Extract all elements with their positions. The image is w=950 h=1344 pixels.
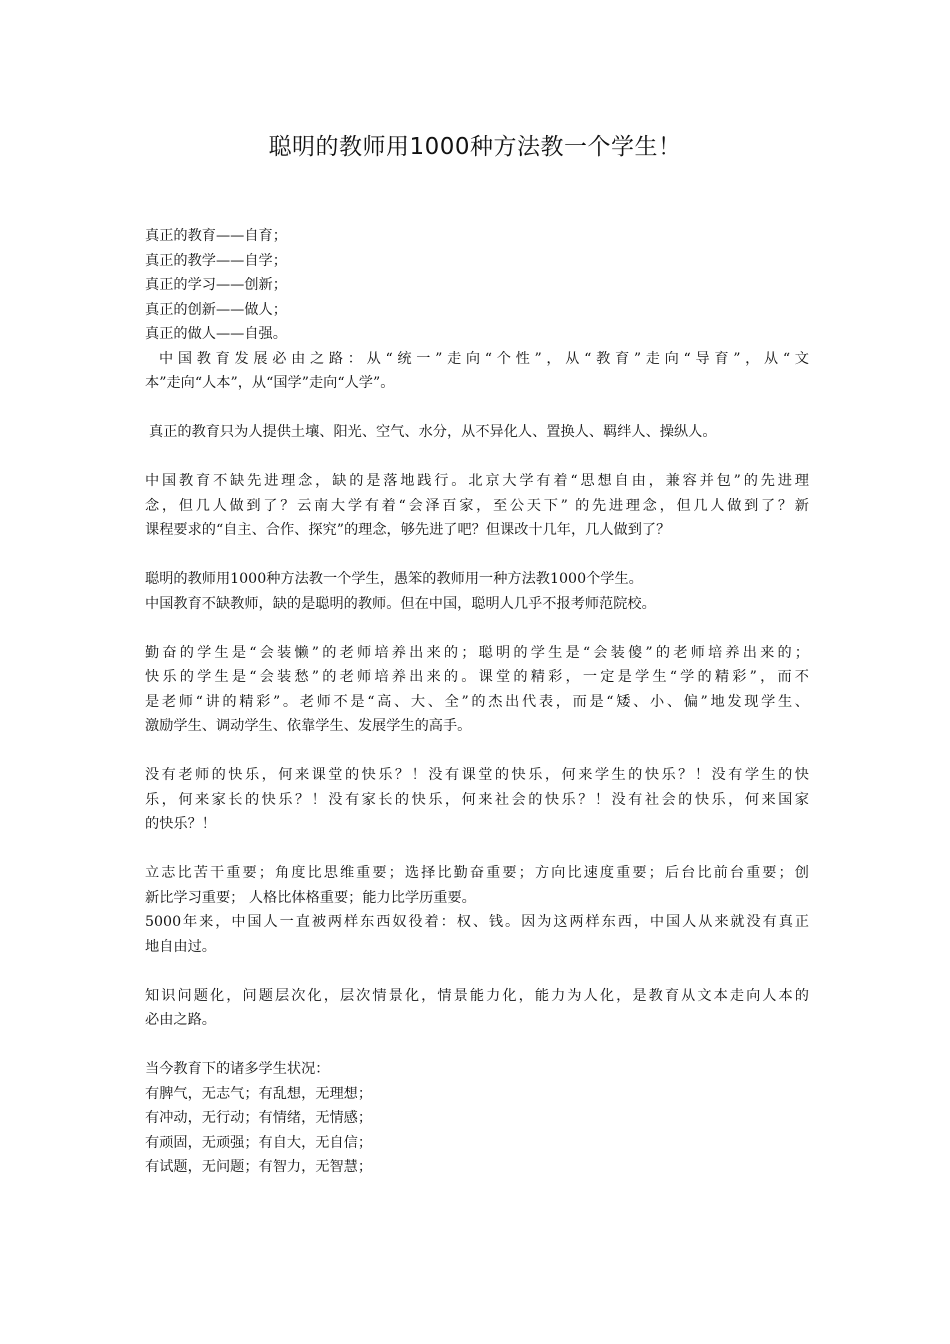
text-line: 乐，何来家长的快乐？！没有家长的快乐，何来社会的快乐？！没有社会的快乐，何来国家	[145, 791, 809, 808]
text-line: 中国教育不缺先进理念，缺的是落地践行。北京大学有着“思想自由，兼容并包”的先进理	[145, 473, 809, 489]
text-line: 是老师“讲的精彩”。老师不是“高、大、全”的杰出代表，而是“矮、小、偏”地发现学生、	[145, 693, 809, 710]
text-line: 立志比苦干重要；角度比思维重要；选择比勤奋重要；方向比速度重要；后台比前台重要；创	[145, 865, 809, 881]
text-line: 的快乐？！	[145, 816, 216, 832]
paragraph-gap	[145, 837, 809, 862]
text-line: 地自由过。	[145, 938, 216, 955]
text-line: 中国教育发展必由之路：从“统一”走向“个性”，从“教育”走向“导育”，从“文	[159, 350, 809, 367]
text-line: 有冲动，无行动；有情绪，无情感；	[145, 1110, 373, 1126]
text-line: 当今教育下的诸多学生状况：	[145, 1061, 330, 1077]
text-line: 新比学习重要； 人格比体格重要；能力比学历重要。	[145, 889, 476, 906]
text-line: 真正的学习——创新；	[145, 277, 287, 293]
text-line: 勤奋的学生是“会装懒”的老师培养出来的；聪明的学生是“会装傻”的老师培养出来的；	[145, 644, 809, 661]
text-line: 真正的创新——做人；	[145, 301, 287, 318]
paragraph-gap	[145, 616, 809, 641]
text-line: 有脾气，无志气；有乱想，无理想；	[145, 1085, 373, 1102]
text-line: 中国教育不缺教师，缺的是聪明的教师。但在中国，聪明人几乎不报考师范院校。	[145, 595, 656, 612]
paragraph-gap	[145, 739, 809, 764]
text-line: 必由之路。	[145, 1012, 216, 1028]
paragraph-gap	[145, 959, 809, 984]
text-line: 5000年来，中国人一直被两样东西奴役着：权、钱。因为这两样东西，中国人从来就没有真正	[145, 914, 809, 930]
text-line: 真正的教育——自育；	[145, 228, 287, 244]
text-line: 快乐的学生是“会装愁”的老师培养出来的。课堂的精彩，一定是学生“学的精彩”，而不	[145, 669, 809, 685]
text-line: 没有老师的快乐，何来课堂的快乐？！没有课堂的快乐，何来学生的快乐？！没有学生的快	[145, 767, 809, 783]
text-line: 真正的做人——自强。	[145, 326, 287, 342]
text-line: 聪明的教师用1000种方法教一个学生，愚笨的教师用一种方法教1000个学生。	[145, 571, 643, 587]
paragraph-gap	[145, 396, 809, 421]
document-body	[145, 224, 809, 1180]
text-line: 有顽固，无顽强；有自大，无自信；	[145, 1134, 373, 1151]
text-line: 念，但几人做到了？云南大学有着“会泽百家，至公天下” 的先进理念，但几人做到了？新	[145, 497, 809, 514]
paragraph-gap	[145, 543, 809, 568]
paragraph-gap	[145, 1033, 809, 1058]
text-line: 本”走向“人本”，从“国学”走向“人学”。	[145, 375, 395, 391]
text-line: 课程要求的“自主、合作、探究”的理念，够先进了吧？但课改十几年，几人做到了？	[145, 522, 671, 538]
text-line: 激励学生、调动学生、依靠学生、发展学生的高手。	[145, 718, 472, 734]
text-line: 真正的教学——自学；	[145, 252, 287, 269]
text-line: 真正的教育只为人提供土壤、阳光、空气、水分，从不异化人、置换人、羁绊人、操纵人。	[149, 424, 717, 440]
document-title: 聪明的教师用1000种方法教一个学生！	[268, 134, 682, 160]
paragraph-gap	[145, 445, 809, 470]
text-line: 有试题，无问题；有智力，无智慧；	[145, 1159, 373, 1175]
text-line: 知识问题化，问题层次化，层次情景化，情景能力化，能力为人化，是教育从文本走向人本的	[145, 987, 809, 1004]
